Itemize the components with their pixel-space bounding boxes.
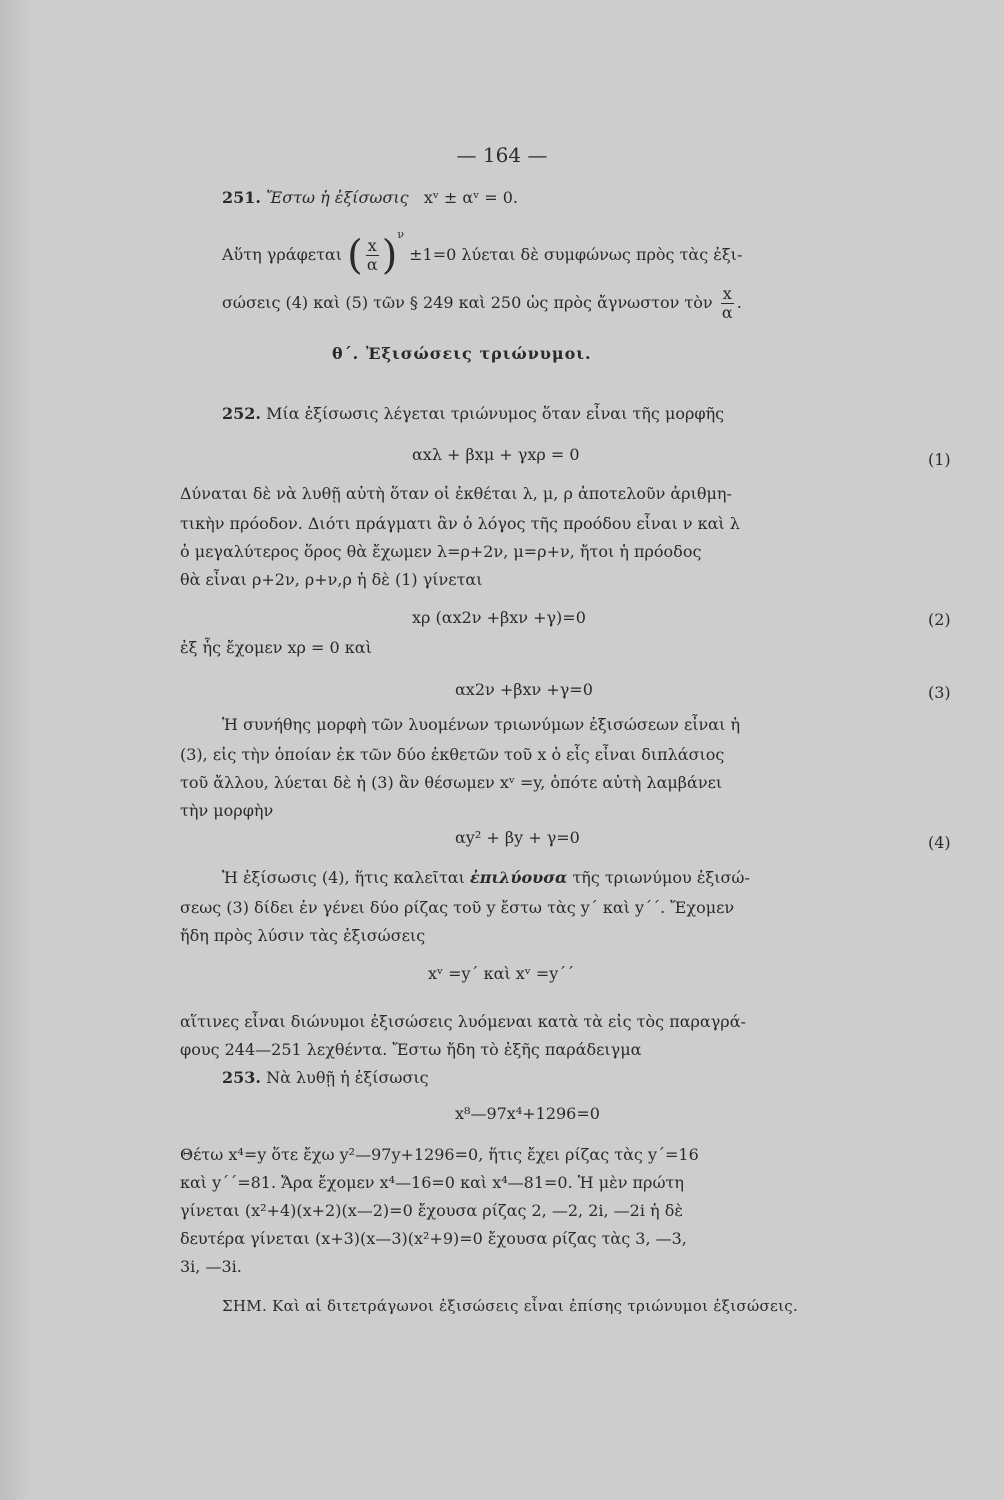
section-253-line5: δευτέρα γίνεται (x+3)(x—3)(x²+9)=0 ἔχουσα ρίζας τὰς 3, —3,: [180, 1229, 687, 1248]
section-252-line14: αἵτινες εἶναι διώνυμοι ἐξισώσεις λυόμεναι κατὰ τὰ εἰς τὸς παραγρά-: [180, 1012, 746, 1031]
section-251-line2-rest: ±1=0 λύεται δὲ συμφώνως πρὸς τὰς ἐξι-: [409, 245, 743, 264]
section-251-heading: Ἔστω ἡ ἐξίσωσις: [266, 188, 409, 207]
section-252-line4: ὁ μεγαλύτερος ὅρος θὰ ἔχωμεν λ=ρ+2ν, μ=ρ+ν, ἤτοι ἡ πρόοδος: [180, 542, 702, 561]
section-252-number: 252.: [222, 404, 261, 423]
section-252-line5: θὰ εἶναι ρ+2ν, ρ+ν,ρ ἡ δὲ (1) γίνεται: [180, 570, 483, 589]
equation-3: αx2ν +βxν +γ=0: [455, 680, 593, 699]
page-number: — 164 —: [456, 143, 548, 167]
section-253-line3: καὶ y΄΄=81. Ἄρα ἔχομεν x⁴—16=0 καὶ x⁴—81=0. Ἡ μὲν πρώτη: [180, 1173, 684, 1192]
section-252-line6: ἐξ ἧς ἔχομεν xρ = 0 καὶ: [180, 638, 372, 657]
section-251-number: 251.: [222, 188, 261, 207]
section-252-line1: [222, 404, 724, 423]
section-251-line2: [222, 228, 742, 279]
equation-2: xρ (αx2ν +βxν +γ)=0: [412, 608, 586, 627]
section-252-line2: Δύναται δὲ νὰ λυθῇ αὐτὴ ὅταν οἱ ἐκθέται λ, μ, ρ ἀποτελοῦν ἀριθμη-: [180, 484, 732, 503]
equation-4: αy² + βy + γ=0: [455, 828, 580, 847]
equation-3-number: (3): [928, 683, 951, 702]
section-253-text1: Νὰ λυθῇ ἡ ἐξίσωσις: [266, 1068, 429, 1087]
equation-5: xᵛ =y΄ καὶ xᵛ =y΄΄: [428, 964, 575, 983]
fraction-denominator: α: [366, 255, 378, 274]
section-251-title: [222, 188, 518, 207]
equation-6: x⁸—97x⁴+1296=0: [455, 1104, 600, 1123]
section-252-line10: τὴν μορφὴν: [180, 801, 274, 820]
section-251-line3-text: σώσεις (4) καὶ (5) τῶν § 249 καὶ 250 ὡς πρὸς ἄγνωστον τὸν: [222, 293, 713, 312]
equation-1-number: (1): [928, 450, 951, 469]
fraction-x-over-a-2: [721, 285, 734, 322]
line3-end: .: [736, 293, 742, 312]
fraction-numerator: x: [367, 236, 377, 255]
fraction2-numerator: x: [722, 284, 732, 303]
line11-start: Ἡ ἐξίσωσις (4), ἥτις καλεῖται: [222, 868, 465, 887]
section-253-line2: Θέτω x⁴=y ὅτε ἔχω y²—97y+1296=0, ἥτις ἔχει ρίζας τὰς y΄=16: [180, 1145, 699, 1164]
section-252-line12: σεως (3) δίδει ἐν γένει δύο ρίζας τοῦ y ἔστω τὰς y΄ καὶ y΄΄. Ἔχομεν: [180, 898, 735, 917]
section-252-text1: Μία ἐξίσωσις λέγεται τριώνυμος ὅταν εἶναι τῆς μορφῆς: [266, 404, 725, 423]
fraction2-denominator: α: [721, 303, 733, 322]
section-251-line3: [222, 285, 742, 322]
footnote: ΣΗΜ. Καὶ αἱ διτετράγωνοι ἐξισώσεις εἶναι ἐπίσης τριώνυμοι ἐξισώσεις.: [222, 1297, 799, 1315]
section-252-line7: Ἡ συνήθης μορφὴ τῶν λυομένων τριωνύμων ἐξισώσεων εἶναι ἡ: [222, 715, 741, 734]
exponent-nu: ν: [397, 228, 405, 241]
section-252-line8: (3), εἰς τὴν ὁποίαν ἐκ τῶν δύο ἐκθετῶν τοῦ x ὁ εἷς εἶναι διπλάσιος: [180, 745, 725, 764]
section-253-line4: γίνεται (x²+4)(x+2)(x—2)=0 ἔχουσα ρίζας 2, —2, 2i, —2i ἡ δὲ: [180, 1201, 683, 1220]
section-252-line3: τικὴν πρόοδον. Διότι πράγματι ἂν ὁ λόγος τῆς προόδου εἶναι ν καὶ λ: [180, 514, 740, 533]
section-253-line1: [222, 1068, 429, 1087]
equation-2-number: (2): [928, 610, 951, 629]
left-paren: (: [347, 232, 363, 279]
section-252-line9: τοῦ ἄλλου, λύεται δὲ ἡ (3) ἂν θέσωμεν xᵛ =y, ὁπότε αὐτὴ λαμβάνει: [180, 773, 723, 792]
equation-4-number: (4): [928, 833, 951, 852]
section-251-equation: xᵛ ± αᵛ = 0.: [423, 188, 519, 207]
equation-1: αxλ + βxμ + γxρ = 0: [412, 445, 580, 464]
section-252-line13: ἤδη πρὸς λύσιν τὰς ἐξισώσεις: [180, 926, 426, 945]
resolvent-term: ἐπιλύουσα: [469, 868, 568, 887]
fraction-x-over-a: [366, 237, 379, 274]
chapter-heading: θ΄. Ἐξισώσεις τριώνυμοι.: [332, 344, 592, 363]
section-252-line11: [222, 868, 750, 887]
section-251-line2-start: Αὕτη γράφεται: [222, 245, 342, 264]
right-paren: ): [381, 232, 398, 279]
section-253-line6: 3i, —3i.: [180, 1257, 242, 1276]
section-253-number: 253.: [222, 1068, 261, 1087]
section-252-line15: φους 244—251 λεχθέντα. Ἔστω ἤδη τὸ ἑξῆς παράδειγμα: [180, 1040, 642, 1059]
line11-end: τῆς τριωνύμου ἐξισώ-: [572, 868, 750, 887]
